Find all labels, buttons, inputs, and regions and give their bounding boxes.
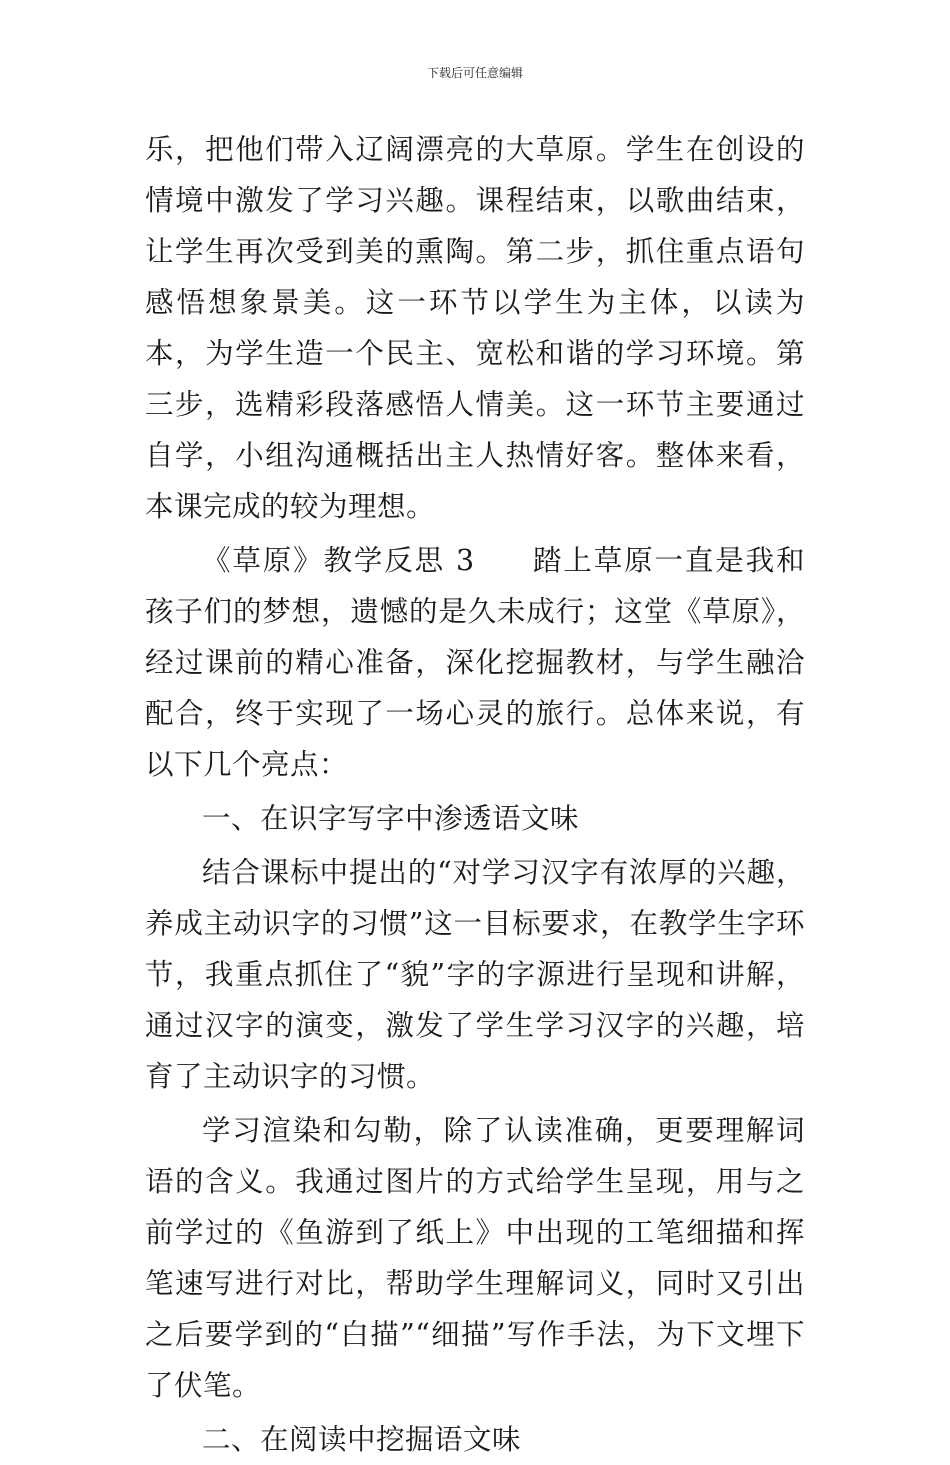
section-lead: 踏上草原一直是我和孩子们的 bbox=[145, 544, 805, 628]
paragraph-1: 乐，把他们带入辽阔漂亮的大草原。学生在创设的情境中激发了学习兴趣。课程结束，以歌曲结束，让学生再次受到美的熏陶。第二步，抓住重点语句感悟想象景美。这一环节以学生为主体，以读为本，为学生造一个民主、宽松和谐的学习环境。第三步，选精彩段落感悟人情美。这一环节主要通过自学，小组沟通概括出主人热情好客。整体来看，本课完成的较为理想。 bbox=[145, 133, 805, 523]
section-title: 《草原》教学反思 3 bbox=[202, 544, 475, 577]
heading-2: 二、在阅读中挖掘语文味 bbox=[202, 1423, 522, 1456]
paragraph-2 bbox=[145, 535, 805, 790]
page-header-note: 下载后可任意编辑 bbox=[426, 66, 523, 80]
paragraph-3: 结合课标中提出的“对学习汉字有浓厚的兴趣，养成主动识字的习惯”这一目标要求，在教学生字环节，我重点抓住了“貌”字的字源进行呈现和讲解，通过汉字的演变，激发了学生学习汉字的兴趣，培育了主动识字的习惯。 bbox=[145, 856, 805, 1093]
heading-1: 一、在识字写字中渗透语文味 bbox=[202, 802, 580, 835]
paragraph-2-rest: 梦想，遗憾的是久未成行；这堂《草原》，经过课前的精心准备，深化挖掘教材，与学生融洽配合，终于实现了一场心灵的旅行。总体来说，有以下几个亮点： bbox=[145, 595, 805, 781]
document-body bbox=[145, 124, 805, 1465]
paragraph-4: 学习渲染和勾勒，除了认读准确，更要理解词语的含义。我通过图片的方式给学生呈现，用与之前学过的《鱼游到了纸上》中出现的工笔细描和挥笔速写进行对比，帮助学生理解词义，同时又引出之后要学到的“白描”“细描”写作手法，为下文埋下了伏笔。 bbox=[145, 1114, 805, 1402]
